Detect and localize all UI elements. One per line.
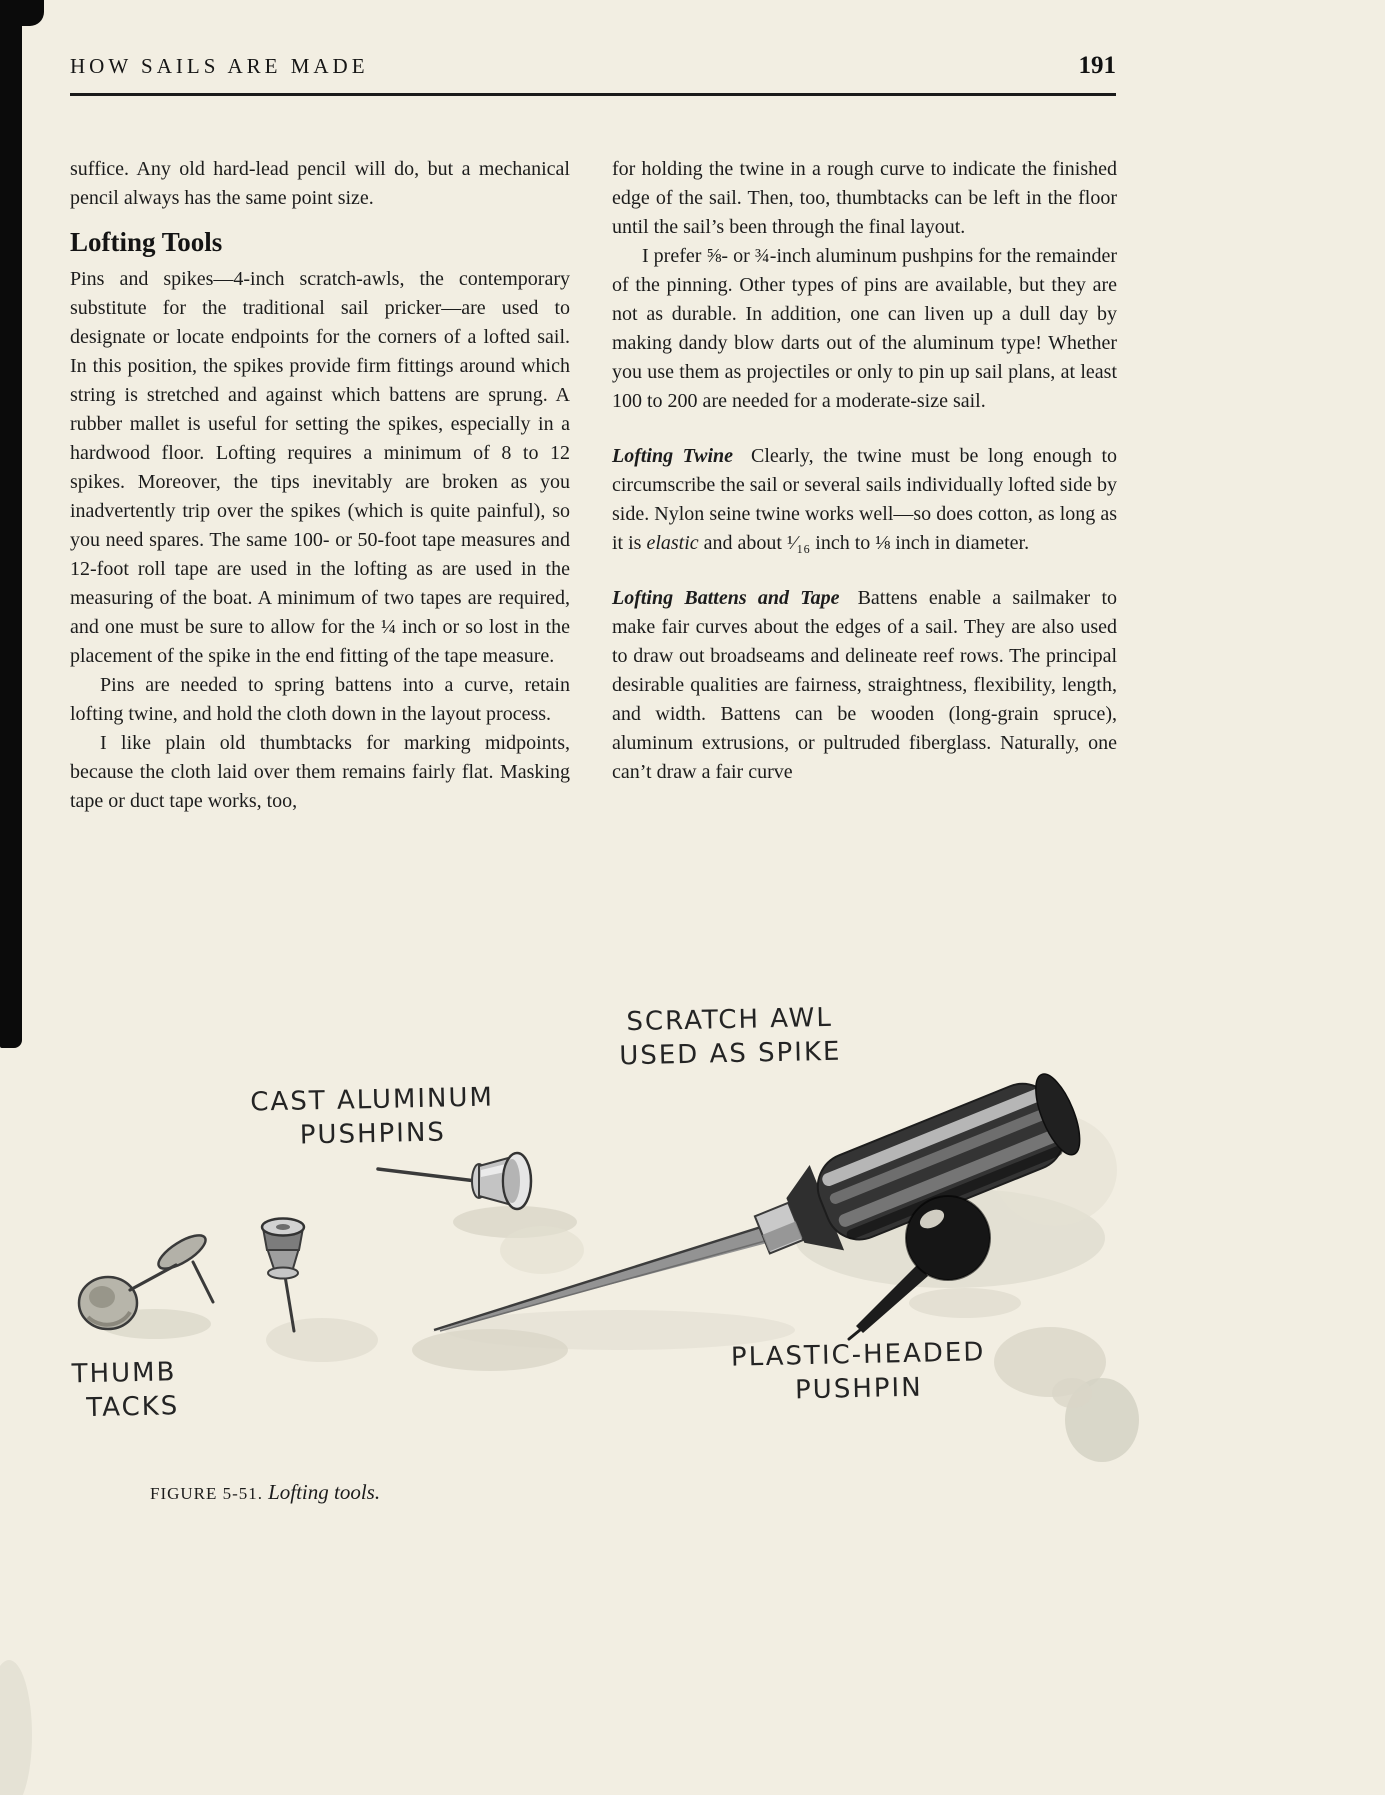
label-plastic-line1: PLASTIC-HEADED bbox=[730, 1337, 986, 1373]
runin-heading-lofting-twine: Lofting Twine bbox=[612, 445, 734, 467]
lofting-twine-emphasis: elastic bbox=[646, 532, 699, 554]
paragraph-holding-twine: for holding the twine in a rough curve to indicate the finished edge of the sail. Then, too, thumbtacks can be left in the floor until the sail’s been through the final layout. bbox=[612, 158, 1117, 238]
label-thumbtacks-line2: TACKS bbox=[86, 1391, 180, 1424]
paragraph-continued: suffice. Any old hard-lead pencil will do, but a mechanical pencil always has the same point size. bbox=[70, 158, 570, 209]
figure-caption bbox=[150, 1480, 380, 1505]
lofting-twine-text-cont: and about ¹⁄₁₆ inch to ⅛ inch in diameter. bbox=[698, 532, 1030, 554]
paragraph-pins-and-spikes: Pins and spikes—4-inch scratch-awls, the contemporary substitute for the traditional sail pricker—are used to designate or locate endpoints for the corners of a lofted sail. In this position, the spikes provide firm fittings around which string is stretched and against which battens are sprung. A rubber mallet is useful for setting the spikes, especially in a hardwood floor. Lofting requires a minimum of 8 to 12 spikes. Moreover, the tips inevitably are broken as you inadvertently trip over the spikes (which is quite painful), so you need spares. The same 100- or 50-foot tape measures and 12-foot roll tape are used in the lofting as are used in the measuring of the boat. A minimum of two tapes are required, and one must be sure to allow for the ¼ inch or so lost in the placement of the spike in the end fitting of the tape measure. bbox=[70, 268, 570, 667]
lofting-battens-text: Battens enable a sailmaker to make fair curves about the edges of a sail. They are also used to draw out broadseams and delineate reef rows. The principal desirable qualities are fairness, straightness, flexibility, length, and width. Battens can be wooden (long-grain spruce), aluminum extrusions, or pultruded fiberglass. Naturally, one can’t draw a fair curve bbox=[612, 587, 1118, 783]
paragraph-lofting-twine bbox=[612, 442, 1117, 558]
figure-caption-number: FIGURE 5-51. bbox=[150, 1484, 264, 1503]
label-plastic-headed-pushpin bbox=[715, 1335, 1001, 1409]
paragraph-thumbtacks: I like plain old thumbtacks for marking midpoints, because the cloth laid over them remains fairly flat. Masking tape or duct tape works, too, bbox=[70, 732, 570, 812]
scan-gutter-corner bbox=[0, 0, 44, 26]
running-header-title: HOW SAILS ARE MADE bbox=[70, 54, 369, 78]
figure-caption-text: Lofting tools. bbox=[268, 1480, 381, 1504]
page-number: 191 bbox=[1078, 52, 1116, 79]
label-thumbtacks-line1: THUMB bbox=[71, 1357, 177, 1390]
standing-pushpin-illustration bbox=[262, 1219, 304, 1332]
right-column bbox=[612, 155, 1117, 787]
label-plastic-line2: PUSHPIN bbox=[794, 1372, 923, 1406]
label-scratch-awl-line2: USED AS SPIKE bbox=[618, 1036, 842, 1072]
label-cast-aluminum-pushpins bbox=[244, 1080, 500, 1153]
running-header bbox=[70, 52, 1116, 80]
scan-smudge bbox=[0, 1660, 32, 1795]
section-heading-lofting-tools: Lofting Tools bbox=[70, 227, 223, 257]
label-thumbtacks bbox=[71, 1355, 207, 1426]
scan-gutter-bar bbox=[0, 0, 22, 1048]
header-rule bbox=[70, 93, 1116, 96]
paragraph-lofting-battens bbox=[612, 584, 1117, 787]
label-pushpins-line2: PUSHPINS bbox=[299, 1117, 447, 1151]
lofting-twine-text: Clearly, the twine must be long enough to circumscribe the sail or several sails individually lofted side by side. Nylon seine twine works well—so does cotton, as long as it is bbox=[612, 445, 1118, 554]
paragraph-pins-needed: Pins are needed to spring battens into a curve, retain lofting twine, and hold the cloth down in the layout process. bbox=[70, 674, 570, 725]
runin-heading-lofting-battens: Lofting Battens and Tape bbox=[612, 587, 840, 609]
label-scratch-awl bbox=[559, 999, 900, 1074]
label-pushpins-line1: CAST ALUMINUM bbox=[250, 1082, 495, 1118]
aluminum-pushpin-illustration bbox=[378, 1153, 531, 1209]
paragraph-aluminum-pushpins: I prefer ⅝- or ¾-inch aluminum pushpins for the remainder of the pinning. Other types of pins are available, but they are not as durable. In addition, one can liven up a dull day by making dandy blow darts out of the aluminum type! Whether you use them as projectiles or only to pin up sail plans, at least 100 to 200 are needed for a moderate-size sail. bbox=[612, 245, 1117, 412]
left-column bbox=[70, 155, 570, 816]
label-scratch-awl-line1: SCRATCH AWL bbox=[626, 1002, 834, 1038]
